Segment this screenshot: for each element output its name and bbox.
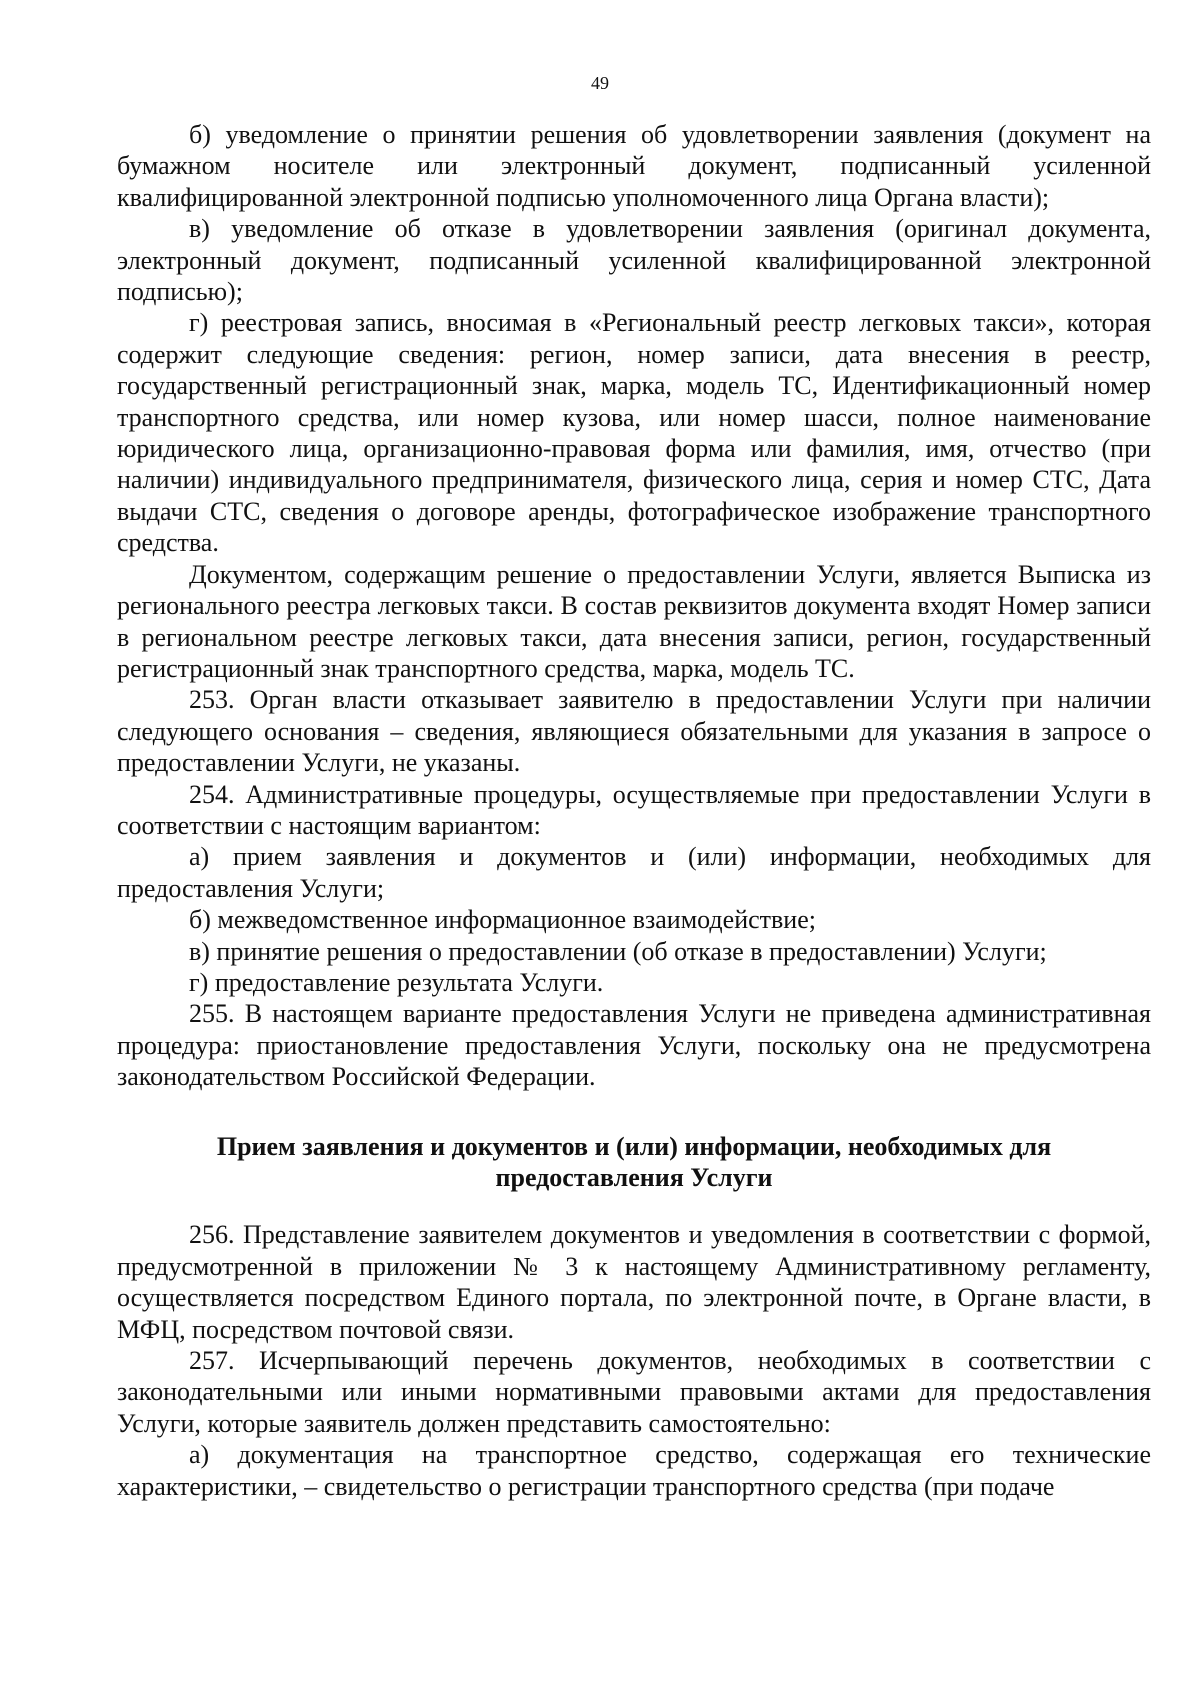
paragraph: г) предоставление результата Услуги. — [189, 967, 604, 997]
paragraph: б) межведомственное информационное взаимодействие; — [189, 905, 816, 935]
paragraph: в) уведомление об отказе в удовлетворении заявления (оригинал документа, электронный документ, подписанный усиленной квалифицированной электронной подписью); — [117, 214, 1151, 307]
paragraph: 253. Орган власти отказывает заявителю в предоставлении Услуги при наличии следующего основания – сведения, являющиеся обязательными для указания в запросе о предоставлении Услуги, не указаны. — [117, 685, 1151, 778]
paragraph: 257. Исчерпывающий перечень документов, необходимых в соответствии с законодательными или иными нормативными правовыми актами для предоставления Услуги, которые заявитель должен представить самостоятельно: — [117, 1346, 1151, 1438]
section-heading: Прием заявления и документов и (или) информации, необходимых для предоставления Услуги — [216, 1131, 1052, 1192]
paragraph: г) реестровая запись, вносимая в «Региональный реестр легковых такси», которая содержит следующие сведения: регион, номер записи, дата внесения в реестр, государственный регистрационный знак, марка, модель ТС, Идентификационный номер транспортного средства, или номер кузова, или номер шасси, полное наименование юридического лица, организационно-правовая форма или фамилия, имя, отчество (при наличии) индивидуального предпринимателя, физического лица, серия и номер СТС, Дата выдачи СТС, сведения о договоре аренды, фотографическое изображение транспортного средства. — [117, 308, 1151, 558]
paragraph: 256. Представление заявителем документов и уведомления в соответствии с формой, предусмотренной в приложении № 3 к настоящему Административному регламенту, осуществляется посредством Единого портала, по электронной почте, в Органе власти, в МФЦ, посредством почтовой связи. — [117, 1220, 1151, 1344]
paragraph: а) прием заявления и документов и (или) информации, необходимых для предоставления Услуги; — [117, 842, 1151, 903]
paragraph: а) документация на транспортное средство, содержащая его технические характеристики, – свидетельство о регистрации транспортного средства (при подаче — [117, 1440, 1151, 1501]
paragraph: б) уведомление о принятии решения об удовлетворении заявления (документ на бумажном носителе или электронный документ, подписанный усиленной квалифицированной электронной подписью уполномоченного лица Органа власти); — [117, 120, 1151, 212]
document-body — [117, 119, 1151, 1502]
paragraph: 255. В настоящем варианте предоставления Услуги не приведена административная процедура: приостановление предоставления Услуги, поскольку она не предусмотрена законодательством Российской Федерации. — [117, 999, 1151, 1092]
page-number: 49 — [591, 73, 609, 93]
paragraph: в) принятие решения о предоставлении (об отказе в предоставлении) Услуги; — [189, 936, 1047, 966]
paragraph: Документом, содержащим решение о предоставлении Услуги, является Выписка из регионального реестра легковых такси. В состав реквизитов документа входят Номер записи в региональном реестре легковых такси, дата внесения записи, регион, государственный регистрационный знак транспортного средства, марка, модель ТС. — [117, 559, 1151, 683]
paragraph: 254. Административные процедуры, осуществляемые при предоставлении Услуги в соответствии с настоящим вариантом: — [117, 779, 1151, 840]
